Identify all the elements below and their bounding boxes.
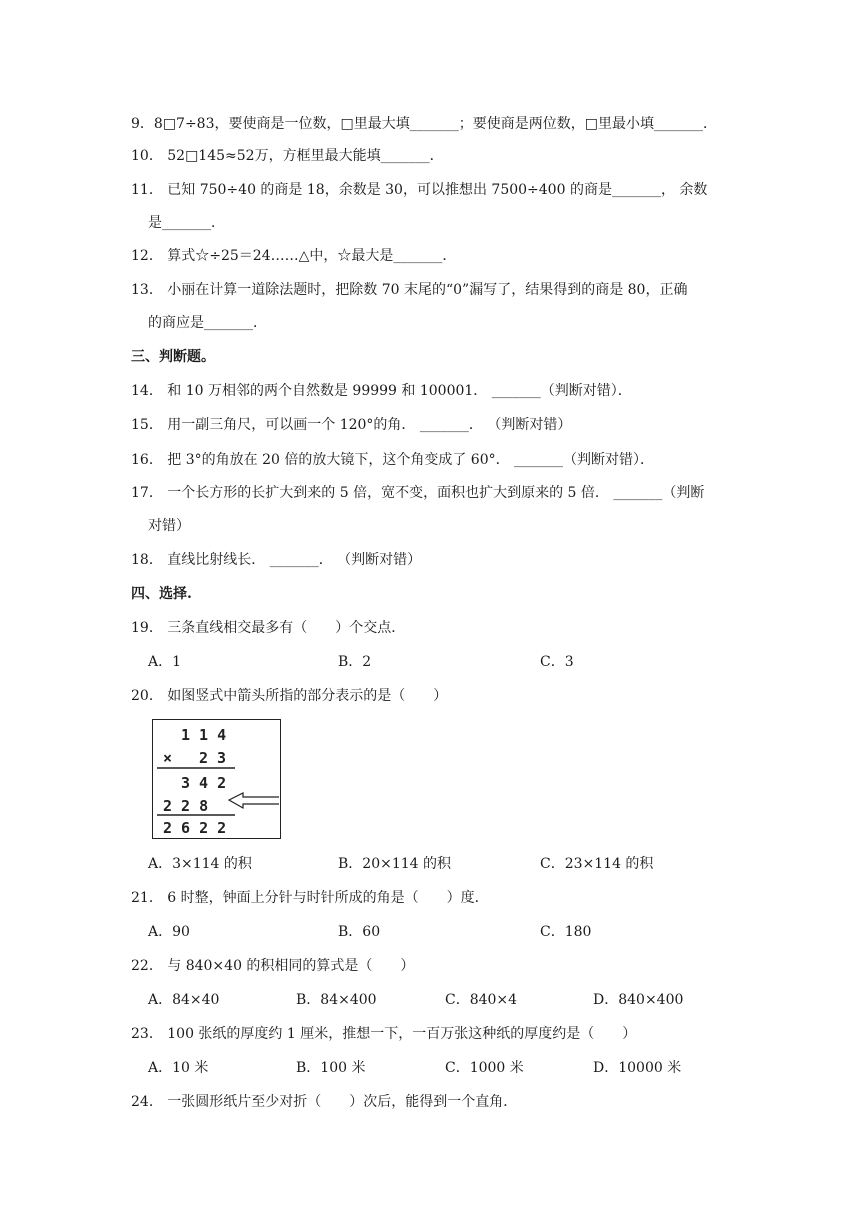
q21-option-c: C．180 xyxy=(540,924,592,940)
q21-option-a: A．90 xyxy=(148,924,190,940)
question-11: 11． 已知 750÷40 的商是 18，余数是 30，可以推想出 7500÷400 的商是_______， 余数 xyxy=(131,182,708,198)
partial-product-1: 3 4 2 xyxy=(181,774,227,792)
section-4-heading: 四、选择. xyxy=(131,586,192,602)
q20-option-a: A．3×114 的积 xyxy=(148,856,252,872)
question-23: 23． 100 张纸的厚度约 1 厘米，推想一下，一百万张这种纸的厚度约是（ ） xyxy=(131,1026,637,1042)
question-20: 20． 如图竖式中箭头所指的部分表示的是（ ） xyxy=(131,688,448,704)
question-24: 24． 一张圆形纸片至少对折（ ）次后，能得到一个直角． xyxy=(131,1094,518,1110)
q19-option-c: C．3 xyxy=(540,654,574,670)
multiplication-diagram xyxy=(153,720,279,837)
q22-option-b: B．84×400 xyxy=(296,992,377,1008)
final-product: 2 6 2 2 xyxy=(163,819,227,837)
q19-option-a: A．1 xyxy=(148,654,182,670)
q22-option-d: D．840×400 xyxy=(593,992,684,1008)
question-15: 15． 用一副三角尺，可以画一个 120°的角． _______． （判断对错） xyxy=(131,417,572,433)
q20-option-c: C．23×114 的积 xyxy=(540,856,654,872)
q23-option-c: C．1000 米 xyxy=(445,1060,524,1076)
question-11-continued: 是_______． xyxy=(148,215,225,231)
q20-option-b: B．20×114 的积 xyxy=(338,856,452,872)
multiplier-digits: 2 3 xyxy=(199,749,227,767)
q21-option-b: B．60 xyxy=(338,924,381,940)
question-13: 13． 小丽在计算一道除法题时，把除数 70 末尾的“0”漏写了，结果得到的商是 80，正确 xyxy=(131,282,688,298)
question-19: 19． 三条直线相交最多有（ ）个交点． xyxy=(131,620,406,636)
q23-option-b: B．100 米 xyxy=(296,1060,366,1076)
q22-option-c: C．840×4 xyxy=(445,992,518,1008)
question-17-continued: 对错） xyxy=(148,518,190,534)
question-22: 22． 与 840×40 的积相同的算式是（ ） xyxy=(131,958,415,974)
times-sign: × xyxy=(163,749,173,767)
arrow-icon xyxy=(229,793,279,808)
partial-product-2: 2 2 8 xyxy=(163,797,209,815)
q23-option-d: D．10000 米 xyxy=(593,1060,682,1076)
question-17: 17． 一个长方形的长扩大到来的 5 倍，宽不变，面积也扩大到原来的 5 倍． _______（判断 xyxy=(131,485,705,501)
question-13-continued: 的商应是_______． xyxy=(148,315,267,331)
question-9: 9．8□7÷83，要使商是一位数，□里最大填_______；要使商是两位数，□里最小填_______． xyxy=(131,116,717,132)
question-12: 12． 算式☆÷25＝24……△中，☆最大是_______． xyxy=(131,248,457,264)
q23-option-a: A．10 米 xyxy=(148,1060,209,1076)
vertical-multiplication-figure xyxy=(152,719,281,839)
question-16: 16． 把 3°的角放在 20 倍的放大镜下，这个角变成了 60°． _______（判断对错）． xyxy=(131,452,655,468)
q22-option-a: A．84×40 xyxy=(148,992,220,1008)
question-18: 18． 直线比射线长． _______． （判断对错） xyxy=(131,552,422,568)
section-3-heading: 三、判断题。 xyxy=(131,349,215,365)
multiplicand-digits: 1 1 4 xyxy=(181,726,227,744)
question-14: 14． 和 10 万相邻的两个自然数是 99999 和 100001． _______（判断对错）． xyxy=(131,383,632,399)
question-21: 21． 6 时整，钟面上分针与时针所成的角是（ ）度． xyxy=(131,890,489,906)
question-10: 10． 52□145≈52万，方框里最大能填_______． xyxy=(131,148,444,164)
q19-option-b: B．2 xyxy=(338,654,372,670)
